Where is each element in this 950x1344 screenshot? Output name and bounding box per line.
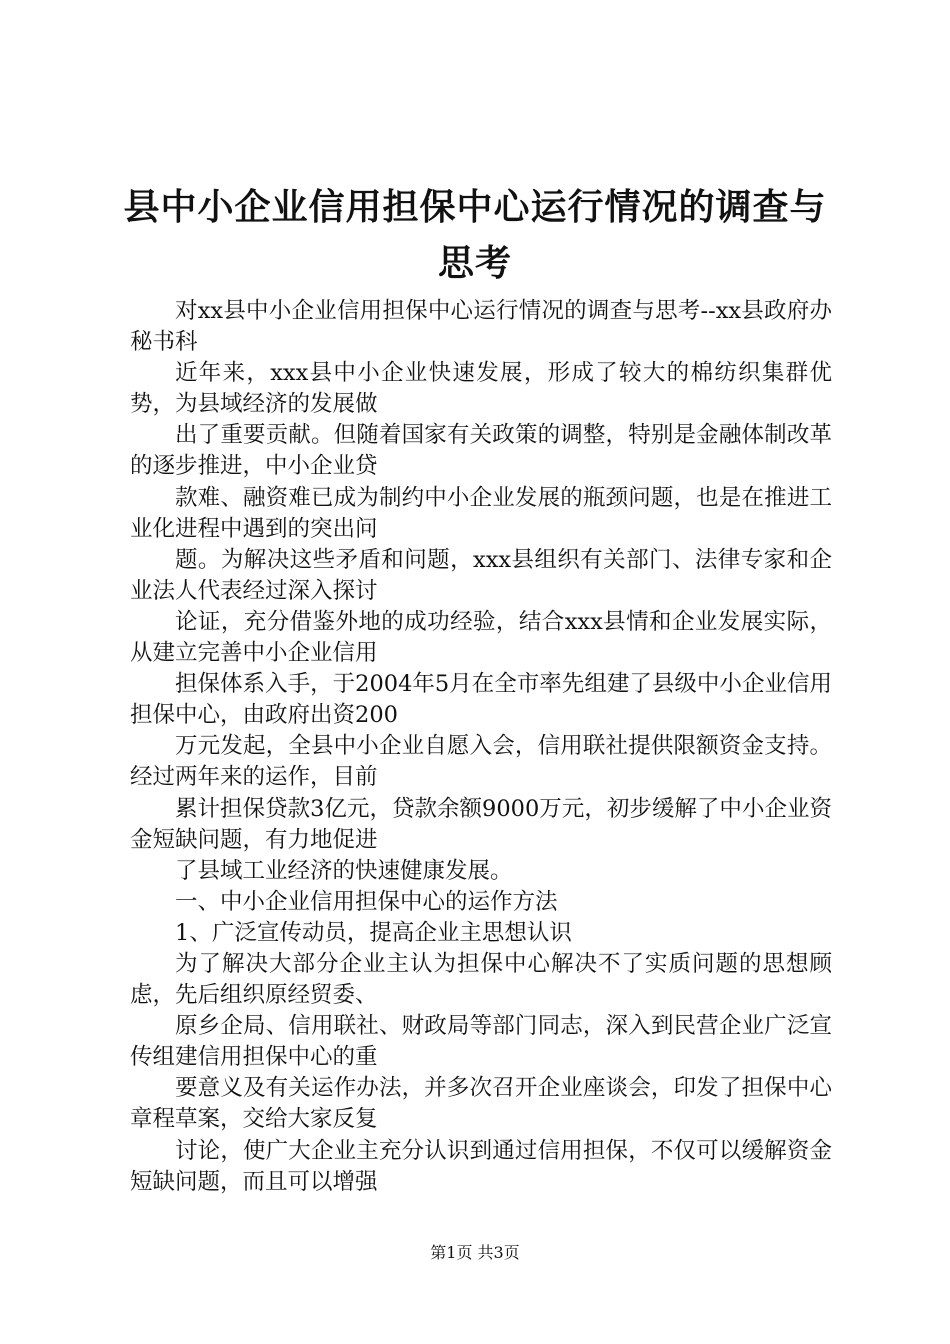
paragraph: 担保体系入手，于2004年5月在全市率先组建了县级中小企业信用担保中心，由政府出资200 — [130, 671, 832, 729]
paragraph: 出了重要贡献。但随着国家有关政策的调整，特别是金融体制改革的逐步推进，中小企业贷 — [130, 422, 832, 480]
paragraph: 对xx县中小企业信用担保中心运行情况的调查与思考--xx县政府办秘书科 — [130, 298, 832, 356]
paragraph: 要意义及有关运作办法，并多次召开企业座谈会，印发了担保中心章程草案，交给大家反复 — [130, 1075, 832, 1133]
document-body — [130, 296, 832, 1198]
document-title: 县中小企业信用担保中心运行情况的调查与思考 — [123, 187, 827, 284]
subsection-heading: 1、广泛宣传动员，提高企业主思想认识 — [175, 919, 572, 946]
paragraph: 原乡企局、信用联社、财政局等部门同志，深入到民营企业广泛宣传组建信用担保中心的重 — [130, 1013, 832, 1071]
paragraph: 题。为解决这些矛盾和问题，xxx县组织有关部门、法律专家和企业法人代表经过深入探讨 — [130, 546, 832, 604]
paragraph: 为了解决大部分企业主认为担保中心解决不了实质问题的思想顾虑，先后组织原经贸委、 — [130, 950, 832, 1009]
paragraph: 了县域工业经济的快速健康发展。 — [175, 857, 513, 884]
paragraph: 累计担保贷款3亿元，贷款余额9000万元，初步缓解了中小企业资金短缺问题，有力地促进 — [130, 795, 832, 853]
paragraph: 讨论，使广大企业主充分认识到通过信用担保，不仅可以缓解资金短缺问题，而且可以增强 — [130, 1137, 832, 1195]
paragraph: 论证，充分借鉴外地的成功经验，结合xxx县情和企业发展实际，从建立完善中小企业信用 — [130, 608, 832, 667]
section-heading: 一、中小企业信用担保中心的运作方法 — [175, 888, 558, 915]
paragraph: 万元发起，全县中小企业自愿入会，信用联社提供限额资金支持。经过两年来的运作，目前 — [130, 733, 832, 791]
paragraph: 近年来，xxx县中小企业快速发展，形成了较大的棉纺织集群优势，为县域经济的发展做 — [130, 360, 832, 418]
page-number-footer: 第1页 共3页 — [430, 1243, 520, 1262]
paragraph: 款难、融资难已成为制约中小企业发展的瓶颈问题，也是在推进工业化进程中遇到的突出问 — [130, 484, 832, 542]
